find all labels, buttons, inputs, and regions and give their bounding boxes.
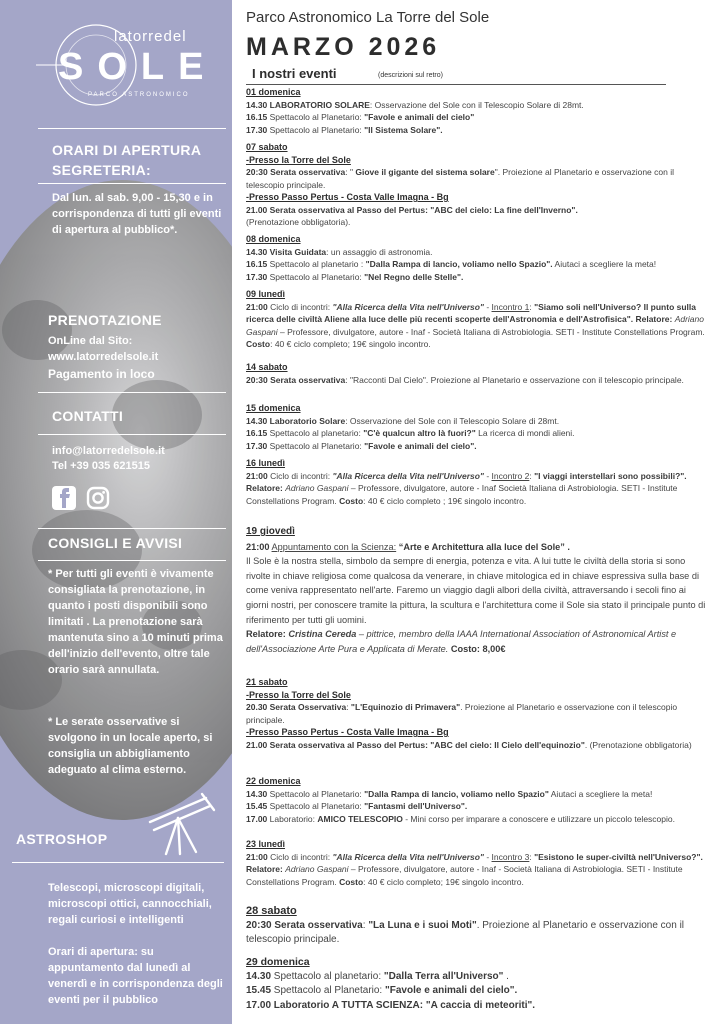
day-heading: 23 lunedì bbox=[246, 839, 286, 849]
event-day-08: 08 domenica 14.30 Visita Guidata: un assaggio di astronomia. 16.15 Spettacolo al planetario : "Dalla Rampa di lancio, voliamo nello Spazio". Aiutaci a scegliere la meta! 17.30 Spettacolo al Planetario: "Nel Regno delle Stelle". bbox=[246, 233, 706, 283]
divider bbox=[38, 392, 226, 393]
event-day-28: 28 sabato 20:30 Serata osservativa: "La Luna e i suoi Moti". Proiezione al Planetario e osservazione con il telescopio principale. bbox=[246, 904, 706, 948]
section-note: (descrizioni sul retro) bbox=[378, 72, 443, 79]
astroshop-title: ASTROSHOP bbox=[16, 831, 108, 847]
astroshop-text-1: Telescopi, microscopi digitali, microscopi ottici, cannocchiali, regali curiosi e intelligenti bbox=[48, 882, 212, 926]
event-day-14: 14 sabato 20:30 Serata osservativa: "Racconti Dal Cielo". Proiezione al Planetario e osservazione con il telescopio principale. bbox=[246, 361, 706, 386]
website-link[interactable]: www.latorredelsole.it bbox=[48, 351, 159, 363]
event-day-07: 07 sabato -Presso la Torre del Sole 20:30 Serata osservativa: " Giove il gigante del sistema solare". Proiezione al Planetario e osservazione con il telescopio principale. -Presso Passo Pertus - Costa Valle Imagna - Bg 21.00 Serata osservativa al Passo del Pertus: "ABC del cielo: La fine dell'Inverno". (Prenotazione obbligatoria). bbox=[246, 141, 706, 229]
divider bbox=[38, 434, 226, 435]
facebook-icon[interactable] bbox=[52, 486, 76, 510]
consigli-text-1: * Per tutti gli eventi è vivamente consigliata la prenotazione, in quanto i posti disponibili sono limitati . La prenotazione sarà mantenuta sino a 10 minuti prima dell'inizio dell'evento, oltre tale orario sarà annullata. bbox=[48, 568, 223, 676]
divider bbox=[38, 128, 226, 129]
divider bbox=[38, 560, 226, 561]
day-heading: 21 sabato bbox=[246, 677, 288, 687]
day-heading: 01 domenica bbox=[246, 87, 301, 97]
prenotazione-title: PRENOTAZIONE bbox=[48, 312, 162, 328]
consigli-title: CONSIGLI E AVVISI bbox=[48, 535, 183, 551]
day-heading: 08 domenica bbox=[246, 234, 301, 244]
prenotazione-online: OnLine dal Sito: bbox=[48, 335, 133, 347]
event-day-23: 23 lunedì 21:00 Ciclo di incontri: "Alla Ricerca della Vita nell'Universo" - Incontro 3: "Esistono le super-civiltà nell'Universo?". Relatore: Adriano Gaspani – Professore, divulgatore, autore - Inaf - Società Italiana di Astrobiologia. SETI - Institute Constellations Program. Costo: 40 € ciclo completo; 19€ singolo incontro. bbox=[246, 838, 706, 888]
email-link[interactable]: info@latorredelsole.it bbox=[52, 445, 165, 457]
day-heading: 22 domenica bbox=[246, 776, 301, 786]
astroshop-text-2: Orari di apertura: su appuntamento dal lunedì al venerdì e in corrispondenza degli eventi per il pubblico bbox=[48, 946, 223, 1006]
logo-sub-text: PARCO ASTRONOMICO bbox=[88, 92, 190, 98]
event-day-19: 19 giovedì 21:00 Appuntamento con la Scienza: “Arte e Architettura alla luce del Sole” . Il Sole è la nostra stella, simbolo da sempre di energia, potenza e vita. A lui tutte le civiltà della storia si sono rivolte in chiave religiosa come qualcosa da venerare, in chiave mitologica ed in chiave espressiva sulla base di come veniva rappresentato nell'arte. Faremo un viaggio dagli albori della civiltà, attraversando i secoli fino ai giorni nostri, per conoscere tramite la pittura, la scultura e l'architettura come il Sole sia stato il principale punto di riferimento per tutti gli uomini. Relatore: Cristina Cereda – pittrice, membro della IAAA International Association of Astronomical Artist e dell'Associazione Arte Pura e Applicata di Merate. Costo: 8,00€ bbox=[246, 526, 706, 654]
sidebar bbox=[0, 0, 232, 1024]
pagamento-text: Pagamento in loco bbox=[48, 367, 155, 381]
month-title: MARZO 2026 bbox=[246, 33, 441, 61]
day-heading: 07 sabato bbox=[246, 142, 288, 152]
day-heading: 16 lunedì bbox=[246, 458, 286, 468]
orari-title: ORARI DI APERTURA SEGRETERIA: bbox=[52, 142, 202, 178]
event-day-16: 16 lunedì 21:00 Ciclo di incontri: "Alla Ricerca della Vita nell'Universo" - Incontro 2: "I viaggi interstellari sono possibili?". Relatore: Adriano Gaspani – Professore, divulgatore, autore - Inaf Società Italiana di Astrobiologia. SETI - Institute Constellations Program. Costo: 40 € ciclo completo ; 19€ singolo incontro. bbox=[246, 457, 706, 507]
location: -Presso Passo Pertus - Costa Valle Imagna - Bg bbox=[246, 727, 449, 737]
event-day-21: 21 sabato -Presso la Torre del Sole 20.30 Serata Osservativa: "L'Equinozio di Primavera". Proiezione al Planetario e osservazione con il telescopio principale. -Presso Passo Pertus - Costa Valle Imagna - Bg 21.00 Serata osservativa al Passo del Pertus: "ABC del cielo: Il Cielo dell'equinozio". (Prenotazione obbligatoria) bbox=[246, 676, 706, 751]
event-day-01: 01 domenica 14.30 LABORATORIO SOLARE: Osservazione del Sole con il Telescopio Solare di 28mt. 16.15 Spettacolo al Planetario: "Favole e animali del cielo" 17.30 Spettacolo al Planetario: "Il Sistema Solare". bbox=[246, 86, 706, 136]
event-day-09: 09 lunedì 21:00 Ciclo di incontri: "Alla Ricerca della Vita nell'Universo" - Incontro 1: "Siamo soli nell'Universo? Il punto sulla ricerca delle civiltà Aliene alla luce delle più recenti scoperte dell'Astronomia e dell'Astrofisica". Relatore: Adriano Gaspani – Professore, divulgatore, autore - Inaf - Società Italiana di Astrobiologia. SETI - Institute Constellations Program. Costo: 40 € ciclo completo; 19€ singolo incontro. bbox=[246, 289, 705, 349]
day-heading: 14 sabato bbox=[246, 362, 288, 372]
logo bbox=[36, 20, 226, 110]
section-title: I nostri eventi bbox=[252, 66, 337, 81]
org-title: Parco Astronomico La Torre del Sole bbox=[246, 9, 490, 26]
logo-big-text: SOLE bbox=[58, 46, 218, 88]
phone-text: Tel +39 035 621515 bbox=[52, 460, 150, 472]
divider bbox=[38, 528, 226, 529]
event-day-29: 29 domenica 14.30 Spettacolo al planetario: "Dalla Terra all'Universo" . 15.45 Spettacolo al Planetario: "Favole e animali del cielo". 17.00 Laboratorio A TUTTA SCIENZA: "A caccia di meteoriti". bbox=[246, 955, 706, 1013]
telescope-icon bbox=[140, 788, 220, 858]
event-day-22: 22 domenica 14.30 Spettacolo al Planetario: "Dalla Rampa di lancio, voliamo nello Spazio" Aiutaci a scegliere la meta! 15.45 Spettacolo al Planetario: "Fantasmi dell'Universo". 17.00 Laboratorio: AMICO TELESCOPIO - Mini corso per imparare a conoscere e utilizzare un piccolo telescopio. bbox=[246, 775, 706, 825]
location: -Presso Passo Pertus - Costa Valle Imagna - Bg bbox=[246, 192, 449, 202]
location: -Presso la Torre del Sole bbox=[246, 689, 351, 700]
day-heading: 09 lunedì bbox=[246, 289, 286, 299]
divider bbox=[12, 862, 224, 863]
location: -Presso la Torre del Sole bbox=[246, 154, 351, 165]
orari-text: Dal lun. al sab. 9,00 - 15,30 e in corrispondenza di tutti gli eventi di apertura al pubblico*. bbox=[52, 192, 222, 236]
event-day-15: 15 domenica 14.30 Laboratorio Solare: Osservazione del Sole con il Telescopio Solare di 28mt. 16.15 Spettacolo al planetario: "C'è qualcun altro là fuori?" La ricerca di mondi alieni. 17.30 Spettacolo al Planetario: "Favole e animali del cielo". bbox=[246, 402, 706, 452]
contatti-title: CONTATTI bbox=[52, 408, 124, 424]
day-heading: 28 sabato bbox=[246, 905, 297, 917]
day-heading: 19 giovedì bbox=[246, 526, 295, 537]
section-divider bbox=[246, 84, 666, 85]
day-heading: 29 domenica bbox=[246, 956, 310, 968]
divider bbox=[38, 183, 226, 184]
day-heading: 15 domenica bbox=[246, 403, 301, 413]
consigli-text-2: * Le serate osservative si svolgono in un locale aperto, si consiglia un abbigliamento adeguato al clima esterno. bbox=[48, 716, 213, 776]
logo-top-text: latorredel bbox=[114, 28, 187, 45]
instagram-icon[interactable] bbox=[86, 486, 110, 510]
